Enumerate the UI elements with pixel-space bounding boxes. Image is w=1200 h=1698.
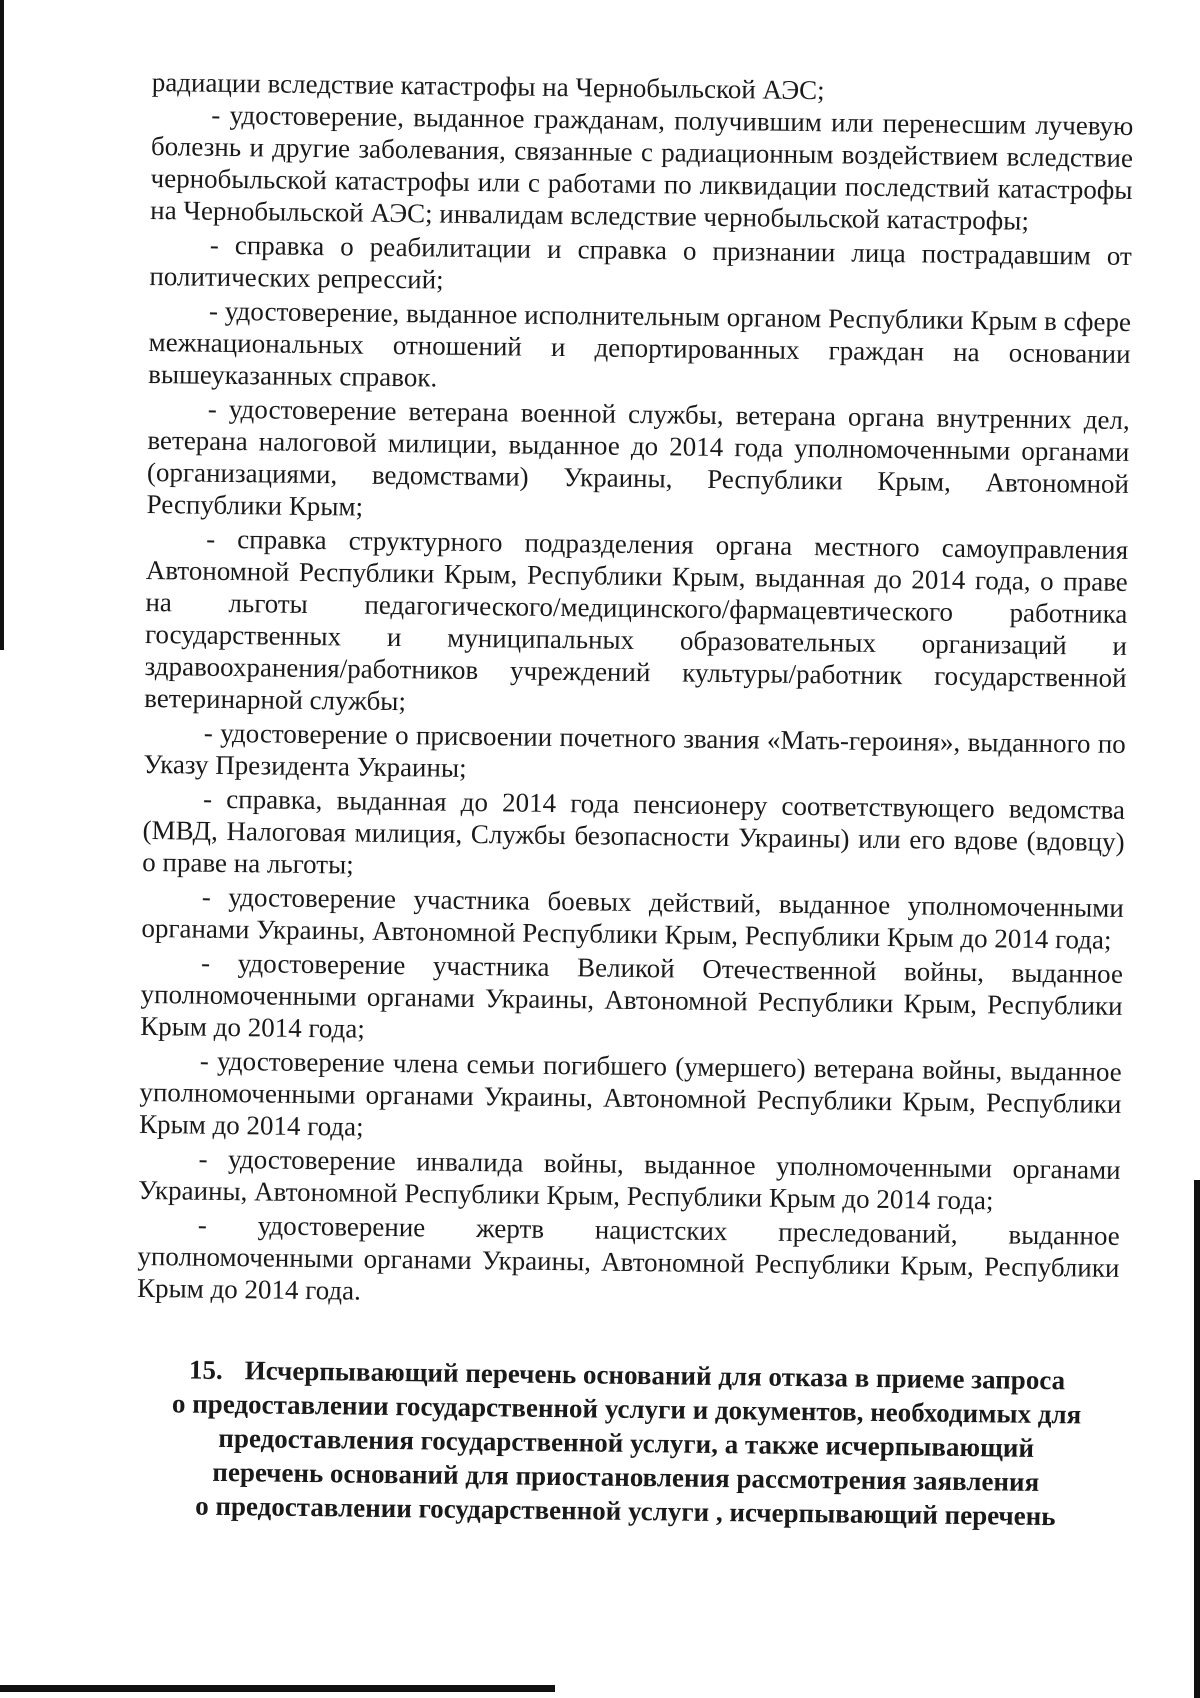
scan-edge-right — [1194, 1180, 1200, 1698]
list-item: - справка, выданная до 2014 года пенсионеру соответствующего ведомства (МВД, Налоговая милиция, Службы безопасности Украины) или его вдове (вдовцу) о праве на льготы; — [142, 783, 1126, 880]
list-item: - удостоверение члена семьи погибшего (умершего) ветерана войны, выданное уполномоченными органами Украины, Автономной Республики Крым, Республики Крым до 2014 года; — [138, 1045, 1122, 1142]
document-body — [134, 66, 1134, 1534]
list-item: - удостоверение, выданное исполнительным органом Республики Крым в сфере межнациональных отношений и депортированных граждан на основании вышеуказанных справок. — [148, 295, 1132, 393]
section-heading-line: предоставления государственной услуги, а также исчерпывающий — [218, 1422, 1035, 1463]
section-heading-line: перечень оснований для приостановления рассмотрения заявления — [212, 1456, 1040, 1497]
continuation-line: радиации вследствие катастрофы на Чернобыльской АЭС; — [151, 66, 825, 106]
scan-edge-bottom — [0, 1685, 555, 1692]
list-item: - удостоверение инвалида войны, выданное уполномоченными органами Украины, Автономной Республики Крым, Республики Крым до 2014 года; — [138, 1143, 1121, 1216]
list-item: - удостоверение жертв нацистских преследований, выданное уполномоченными органами Украины, Автономной Республики Крым, Республики Крым до 2014 года. — [136, 1209, 1120, 1306]
list-item: - удостоверение ветерана военной службы, ветерана органа внутренних дел, ветерана налоговой милиции, выданное до 2014 года уполномоченными органами (организациями, ведомствами) Украины, Республики Крым, Автономной Республики Крым; — [146, 393, 1130, 522]
list-item: - удостоверение о присвоении почетного звания «Мать-героиня», выданного по Указу Президента Украины; — [143, 717, 1126, 783]
section-heading-line: 15. Исчерпывающий перечень оснований для отказа в приеме запроса — [188, 1354, 1066, 1396]
section-heading — [134, 1352, 1118, 1534]
list-item: - удостоверение участника боевых действий, выданное уполномоченными органами Украины, Автономной Республики Крым, Республики Крым до 2014 года; — [141, 881, 1124, 955]
list-item: - удостоверение, выданное гражданам, получившим или перенесшим лучевую болезнь и другие заболевания, связанные с радиационным воздействием вследствие чернобыльской катастрофы или с работами по ликвидации последствий катастрофы на Чернобыльской АЭС; инвалидам вследствие чернобыльской катастрофы; — [150, 99, 1134, 236]
section-heading-line: о предоставлении государственной услуги и документов, необходимых для — [171, 1388, 1082, 1430]
list-item: - справка о реабилитации и справка о признании лица пострадавшим от политических репрессий; — [149, 229, 1132, 295]
list-item: - справка структурного подразделения органа местного самоуправления Автономной Республики Крым, Республики Крым, выданная до 2014 года, о праве на льготы педагогического/медицинского/фармацевтического работника государственных и муниципальных образовательных организаций и здравоохранения/работников учреждений культуры/работник государственной ветеринарной службы; — [144, 523, 1129, 717]
list-item: - удостоверение участника Великой Отечественной войны, выданное уполномоченными органами Украины, Автономной Республики Крым, Республики Крым до 2014 года; — [140, 947, 1124, 1044]
section-number: 15. — [188, 1354, 223, 1385]
scan-edge-left — [0, 0, 4, 650]
section-heading-line: о предоставлении государственной услуги , исчерпывающий перечень — [195, 1490, 1056, 1532]
